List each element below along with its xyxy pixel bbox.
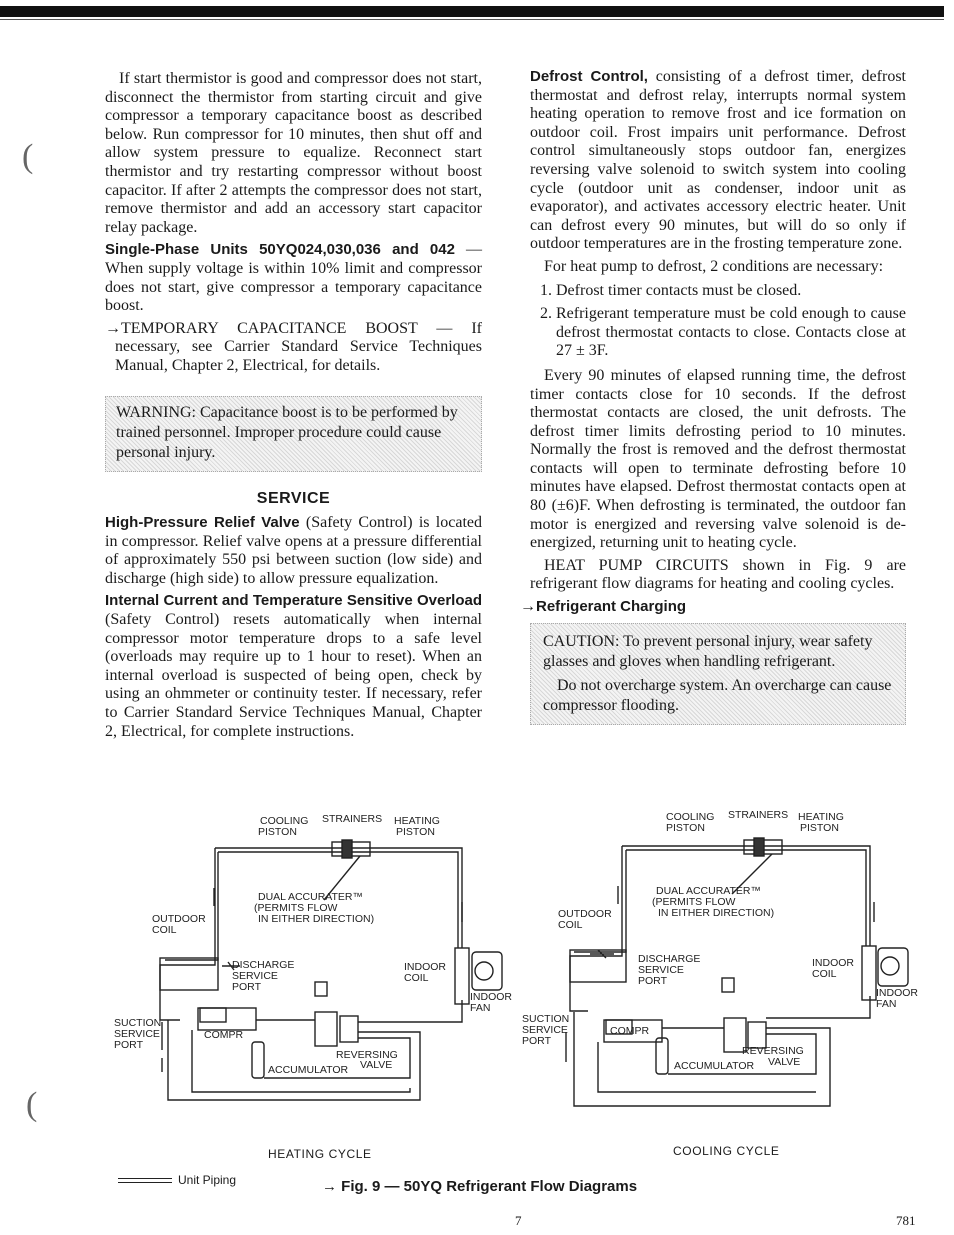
warning-box xyxy=(105,396,482,472)
temp-boost-heading: TEMPORARY CAPACITANCE BOOST xyxy=(121,319,418,337)
left-column xyxy=(105,70,482,741)
temp-boost-paragraph xyxy=(105,320,482,376)
margin-hole-mark: ( xyxy=(26,1086,38,1123)
label-accumulator: ACCUMULATOR xyxy=(268,1064,349,1076)
label-port: PORT xyxy=(522,1035,551,1047)
label-heating: HEATING xyxy=(394,815,440,827)
hp-relief-heading: High-Pressure Relief Valve xyxy=(105,514,300,532)
label-coil: COIL xyxy=(404,972,429,984)
label-discharge: DISCHARGE xyxy=(638,953,701,965)
overload-heading: Internal Current and Temperature Sensitive Overload xyxy=(105,592,482,610)
label-port: PORT xyxy=(638,975,667,987)
label-indoor: INDOOR xyxy=(404,961,446,973)
label-service: SERVICE xyxy=(232,970,278,982)
label-reversing: REVERSING xyxy=(336,1049,398,1061)
change-arrow: → xyxy=(520,598,536,616)
label-piston: PISTON xyxy=(258,826,297,838)
label-indoor: INDOOR xyxy=(470,991,512,1003)
top-rule xyxy=(0,6,944,17)
label-coil: COIL xyxy=(812,968,837,980)
label-heating: HEATING xyxy=(798,811,844,823)
label-valve: VALVE xyxy=(360,1059,393,1071)
charging-heading: Refrigerant Charging xyxy=(536,598,687,616)
heating-diagram-svg xyxy=(110,810,530,1130)
charging-heading-line xyxy=(520,598,906,617)
label-dual-accurater: DUAL ACCURATER™ xyxy=(258,891,364,903)
label-indoor: INDOOR xyxy=(876,987,918,999)
label-reversing: REVERSING xyxy=(742,1045,804,1057)
service-heading: SERVICE xyxy=(256,489,331,507)
caution-box xyxy=(530,623,906,725)
overload-text: (Safety Control) resets automatically when internal compressor motor temperature drops to a safe level (overloads may require up to 1 hour to reset). When an internal overload is suspected of being open, check by using an ohmmeter or continuity tester. If necessary, refer to Carrier Standard Service Techniques Manual, Chapter 2, Electrical, for complete instructions. xyxy=(105,611,482,740)
label-service: SERVICE xyxy=(522,1024,568,1036)
temp-boost-text: — If necessary, see Carrier Standard Service Techniques Manual, Chapter 2, Electrical, for details. xyxy=(115,319,482,374)
legend xyxy=(118,1173,236,1187)
conditions-intro: For heat pump to defrost, 2 conditions are necessary: xyxy=(544,257,884,275)
label-cooling: COOLING xyxy=(666,811,715,823)
label-cooling: COOLING xyxy=(260,815,309,827)
heat-pump-circuits-paragraph: HEAT PUMP CIRCUITS shown in Fig. 9 are refrigerant flow diagrams for heating and cooling cycles. xyxy=(530,556,906,593)
label-piston: PISTON xyxy=(800,822,839,834)
label-accumulator: ACCUMULATOR xyxy=(674,1060,755,1072)
every-90-paragraph: Every 90 minutes of elapsed running time, the defrost timer contacts close for 10 seconds. If the defrost thermostat contacts are closed, the unit defrosts. The defrost timer limits defrosting period to 10 minutes. Normally the frost is removed and the defrost thermostat contacts will open to terminate defrosting before 10 minutes have elapsed. Defrost thermostat contacts open at 80 (±6)F. When defrosting is terminated, the outdoor fan motor is energized and reversing valve solenoid is de-energized, returning unit to heating cycle. xyxy=(530,366,906,552)
page-code: 781 xyxy=(896,1213,916,1228)
label-indoor: INDOOR xyxy=(812,957,854,969)
hp-relief-text: (Safety Control) is located in compressor. Relief valve opens at a pressure differential of approximately 550 psi between suction (low side) and discharge (high side) to allow pressure equalization. xyxy=(105,514,482,587)
label-dual-accurater: DUAL ACCURATER™ xyxy=(656,885,762,897)
top-rule-thin xyxy=(0,19,944,20)
label-suction: SUCTION xyxy=(114,1017,162,1029)
label-suction: SUCTION xyxy=(522,1013,570,1025)
list-item: 1. Defrost timer contacts must be closed. xyxy=(556,282,906,301)
caution-text-1: CAUTION: To prevent personal injury, wear safety glasses and gloves when handling refrigerant. xyxy=(543,632,873,670)
label-either-direction: IN EITHER DIRECTION) xyxy=(658,907,775,919)
legend-label: Unit Piping xyxy=(178,1173,237,1187)
single-phase-heading: Single-Phase Units 50YQ024,030,036 and 042 xyxy=(105,241,455,259)
label-strainers: STRAINERS xyxy=(322,813,383,825)
label-fan: FAN xyxy=(876,998,897,1010)
label-service: SERVICE xyxy=(114,1028,160,1040)
label-piston: PISTON xyxy=(666,822,705,834)
page-number: 7 xyxy=(515,1213,522,1228)
label-coil: COIL xyxy=(558,919,583,931)
label-valve: VALVE xyxy=(768,1056,801,1068)
cooling-cycle-diagram xyxy=(518,806,938,1131)
list-item: 2. Refrigerant temperature must be cold enough to cause defrost thermostat contacts to close. Contacts close at 27 ± 3F. xyxy=(556,305,906,361)
label-fan: FAN xyxy=(470,1002,491,1014)
thermistor-paragraph: If start thermistor is good and compressor does not start, disconnect the thermistor from starting circuit and give compressor a temporary capacitance boost as described below. Run compressor for 10 minutes, then shut off and allow system pressure to equalize. Reconnect start thermistor and try restarting compressor without boost capacitor. If after 2 attempts the compressor does not start, remove thermistor and add an accessory start capacitor relay package. xyxy=(105,70,482,236)
cooling-cycle-caption: COOLING CYCLE xyxy=(673,1144,780,1158)
heating-cycle-diagram xyxy=(110,810,530,1135)
label-compr: COMPR xyxy=(610,1025,650,1037)
right-column xyxy=(520,68,906,725)
label-discharge: DISCHARGE xyxy=(232,959,295,971)
change-arrow: → xyxy=(105,319,121,337)
defrost-paragraph xyxy=(530,68,906,254)
defrost-heading: Defrost Control, xyxy=(530,68,648,85)
label-compr: COMPR xyxy=(204,1029,244,1041)
overload-paragraph xyxy=(105,592,482,741)
label-outdoor: OUTDOOR xyxy=(558,908,612,920)
label-outdoor: OUTDOOR xyxy=(152,913,206,925)
label-piston: PISTON xyxy=(396,826,435,838)
label-strainers: STRAINERS xyxy=(728,809,789,821)
label-permits-flow: (PERMITS FLOW xyxy=(652,896,736,908)
label-port: PORT xyxy=(232,981,261,993)
label-either-direction: IN EITHER DIRECTION) xyxy=(258,913,375,925)
label-permits-flow: (PERMITS FLOW xyxy=(254,902,338,914)
defrost-text: consisting of a defrost timer, defrost thermostat and defrost relay, interrupts normal system heating operation to remove frost and ice formation on outdoor coil. Frost impairs unit performance. Defrost control simultaneously stops outdoor fan, energizes reversing valve solenoid to switch system into cooling cycle (outdoor unit as condenser, indoor unit as evaporator), and activates accessory electric heater. Unit can defrost every 90 minutes, but will do so only if outdoor temperatures are in the frosting temperature zone. xyxy=(530,68,906,253)
heating-cycle-caption: HEATING CYCLE xyxy=(268,1147,372,1161)
label-service: SERVICE xyxy=(638,964,684,976)
cooling-diagram-svg xyxy=(518,806,938,1126)
margin-hole-mark: ( xyxy=(22,138,34,175)
unit-piping-swatch xyxy=(118,1178,172,1183)
hp-relief-paragraph xyxy=(105,514,482,588)
figure-caption: → Fig. 9 — 50YQ Refrigerant Flow Diagrams xyxy=(322,1178,638,1195)
label-coil: COIL xyxy=(152,924,177,936)
conditions-list xyxy=(530,282,906,361)
caution-text-2: Do not overcharge system. An overcharge can cause compressor flooding. xyxy=(543,676,892,714)
warning-text: WARNING: Capacitance boost is to be performed by trained personnel. Improper procedure could cause personal injury. xyxy=(116,403,458,461)
single-phase-text: — When supply voltage is within 10% limit and compressor does not start, give compressor a temporary capacitance boost. xyxy=(105,241,482,315)
label-port: PORT xyxy=(114,1039,143,1051)
single-phase-paragraph xyxy=(105,241,482,315)
